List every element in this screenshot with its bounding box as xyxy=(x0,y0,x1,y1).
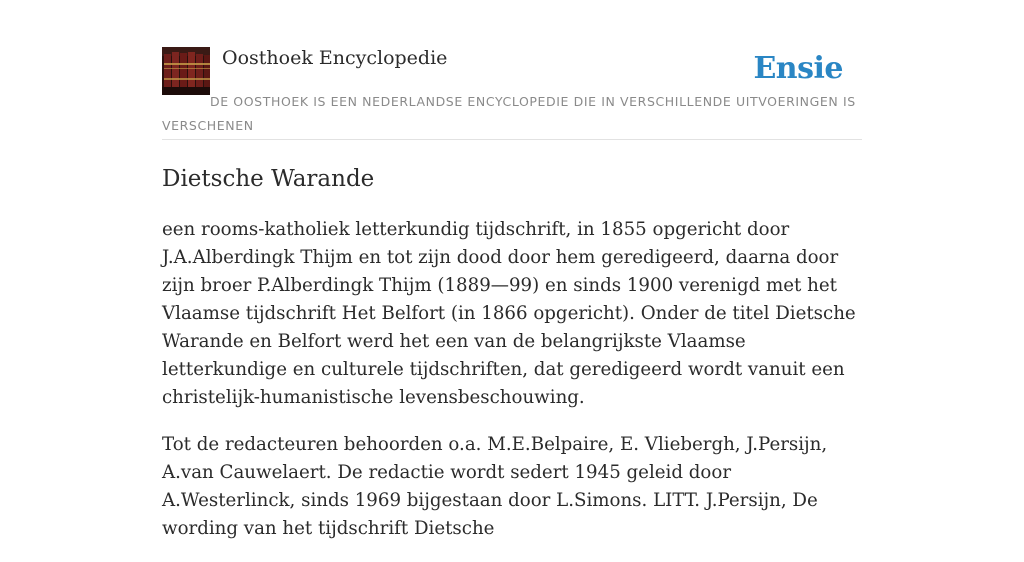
article-paragraph: Tot de redacteuren behoorden o.a. M.E.Belpaire, E. Vliebergh, J.Persijn, A.van Cauwelaert. De redactie wordt sedert 1945 geleid door A.Westerlinck, sinds 1969 bijgestaan door L.Simons. LITT. J.Persijn, De wording van het tijdschrift Dietsche xyxy=(162,434,828,539)
ensie-logo-link[interactable]: Ensie xyxy=(753,51,843,86)
article-title: Dietsche Warande xyxy=(162,166,375,192)
encyclopedia-books-icon xyxy=(162,47,210,95)
encyclopedia-avatar[interactable] xyxy=(162,47,210,95)
site-name[interactable]: Oosthoek Encyclopedie xyxy=(222,47,448,69)
site-tagline: DE OOSTHOEK IS EEN NEDERLANDSE ENCYCLOPEDIE DIE IN VERSCHILLENDE UITVOERINGEN IS VERSCHENEN xyxy=(162,94,856,133)
header-divider xyxy=(162,139,862,140)
article-paragraph: een rooms-katholiek letterkundig tijdschrift, in 1855 opgericht door J.A.Alberdingk Thijm en tot zijn dood door hem geredigeerd, daarna door zijn broer P.Alberdingk Thijm (1889—99) en sinds 1900 verenigd met het Vlaamse tijdschrift Het Belfort (in 1866 opgericht). Onder de titel Dietsche Warande en Belfort werd het een van de belangrijkste Vlaamse letterkundige en culturele tijdschriften, dat geredigeerd wordt vanuit een christelijk-humanistische levensbeschouwing. xyxy=(162,219,856,408)
article-body xyxy=(162,216,862,562)
